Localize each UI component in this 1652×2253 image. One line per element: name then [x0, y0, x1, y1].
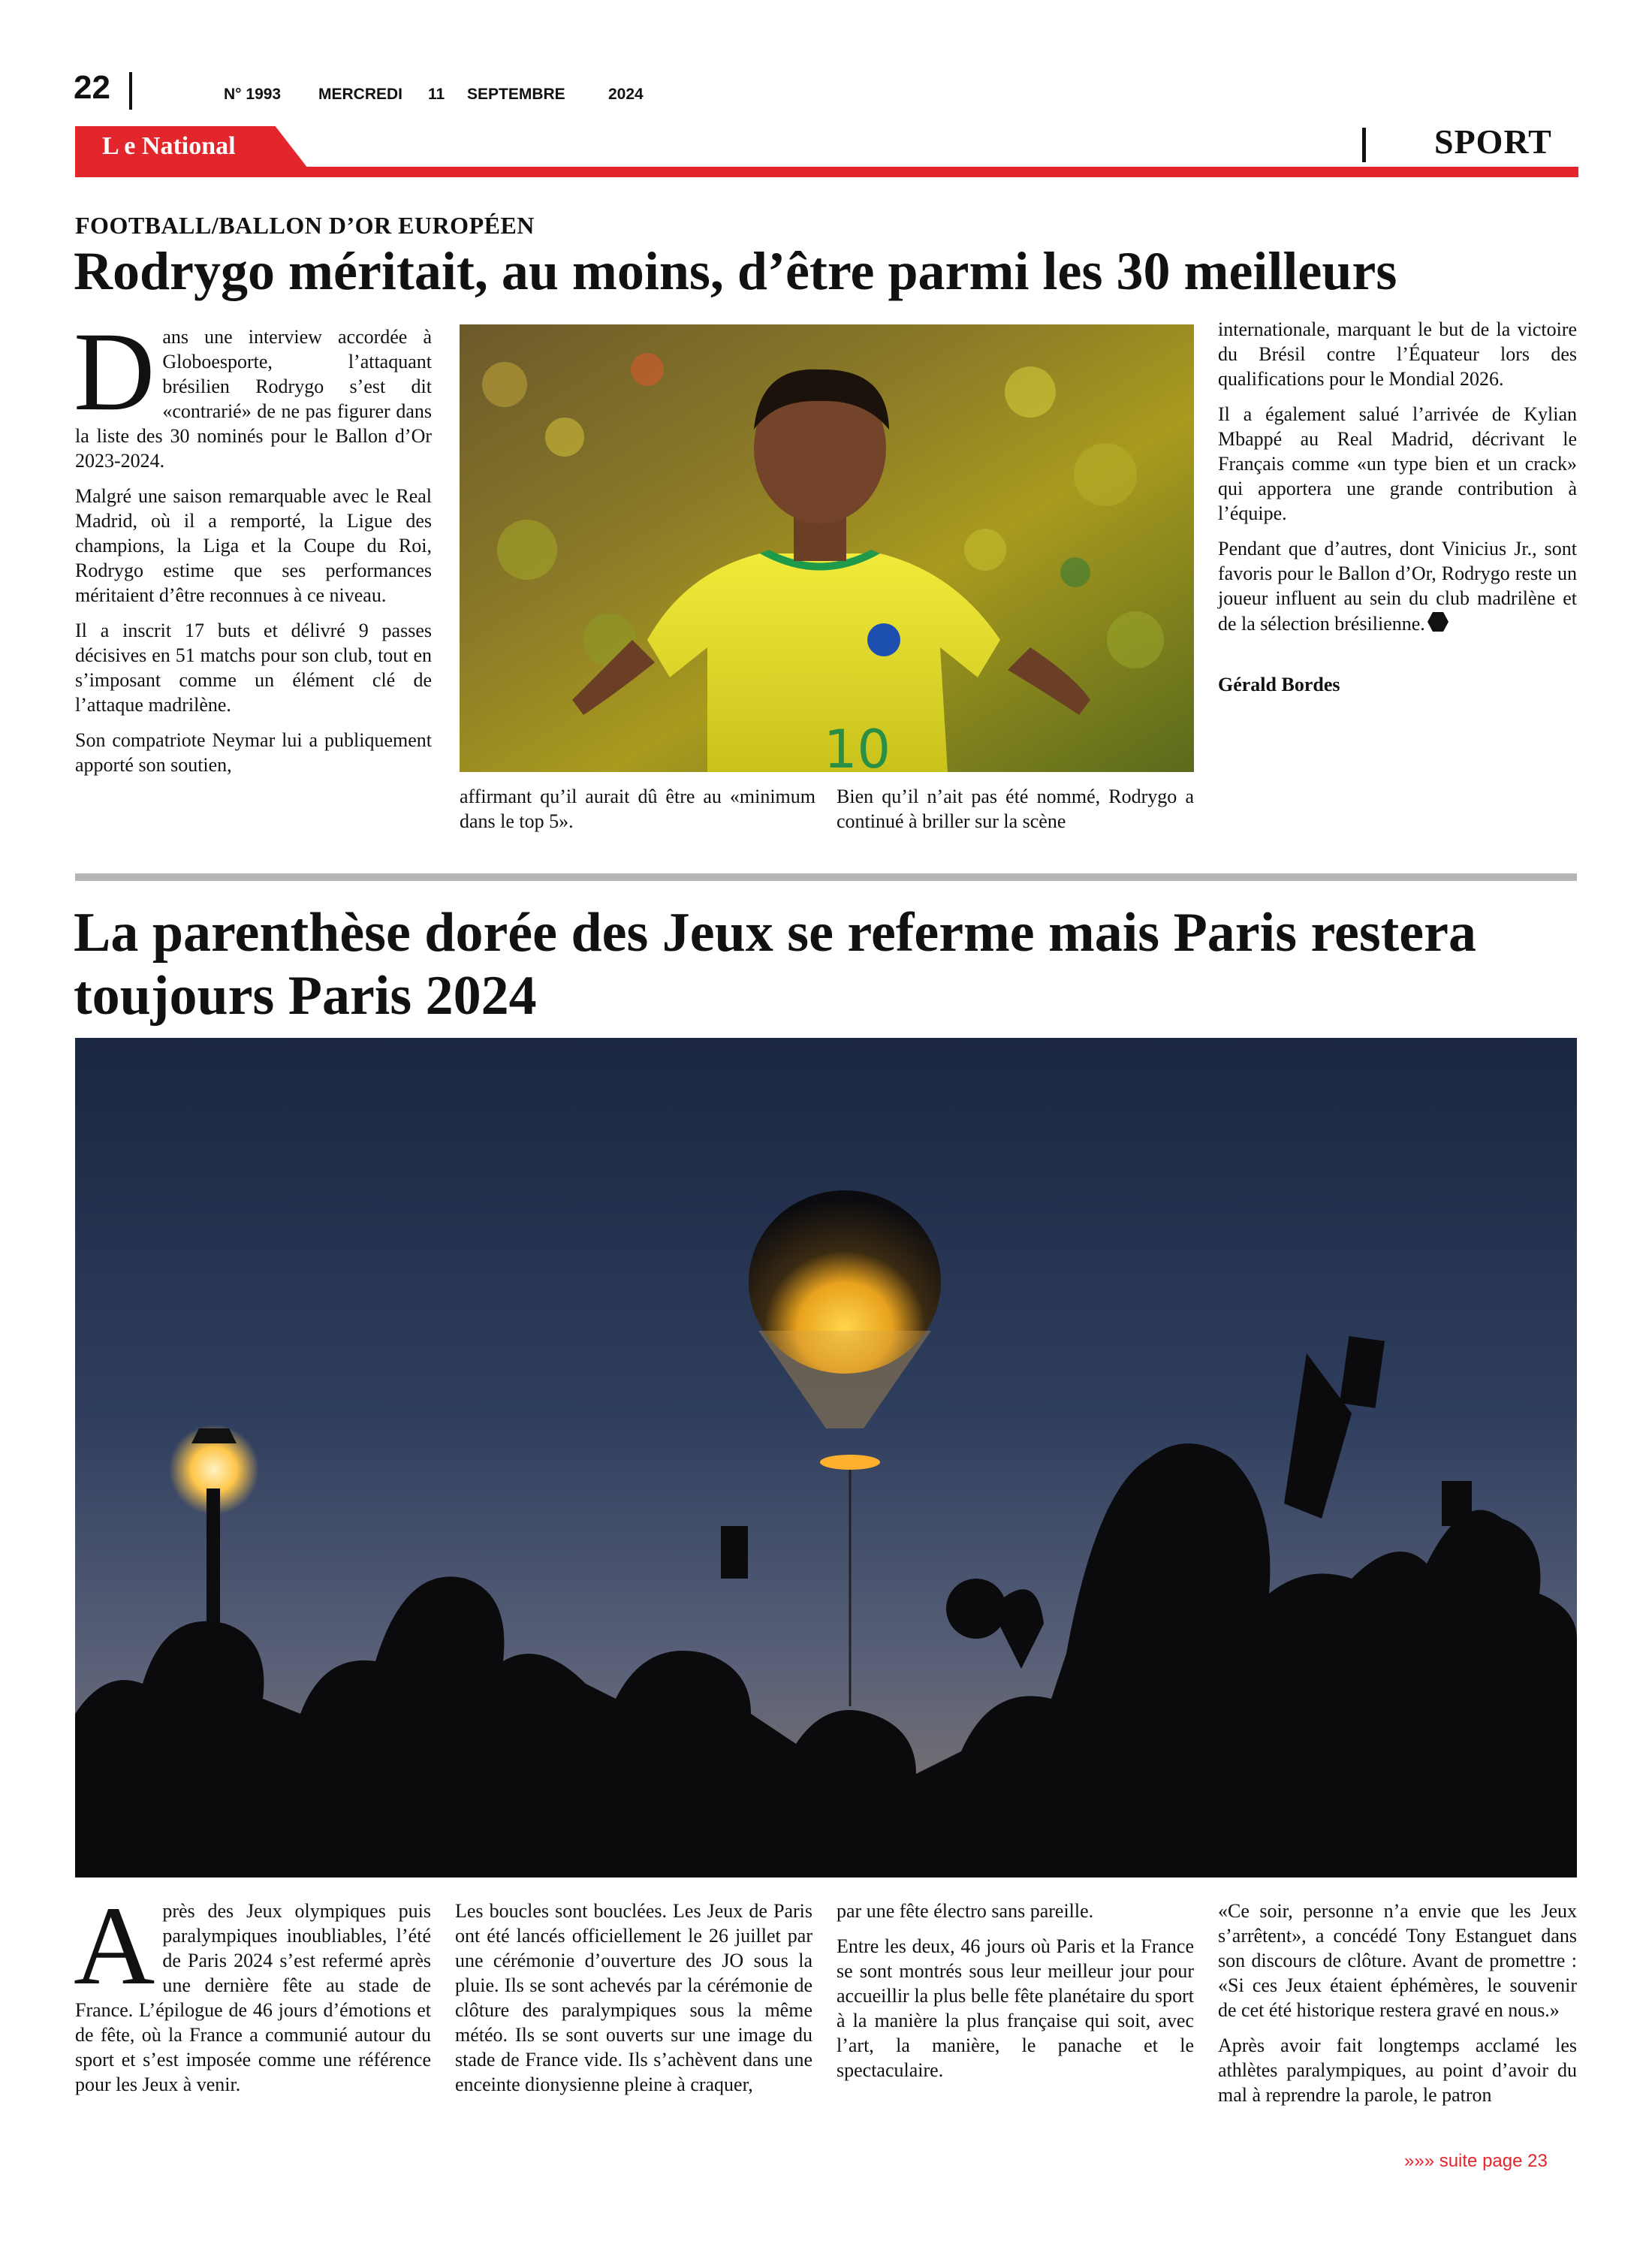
article1-paragraph: Il a inscrit 17 buts et délivré 9 passes décisives en 51 matchs pour son club, tout en s’imposant comme un élément clé de l’attaque madrilène. — [75, 620, 432, 716]
article2-column-1 — [74, 1884, 431, 2107]
continued-on-page-link: »»» suite page 23 — [1404, 2151, 1548, 2171]
article1-column-1 — [74, 309, 432, 788]
article1-author: Gérald Bordes — [1218, 674, 1340, 695]
article1-column-4 — [1218, 317, 1577, 707]
issue-number: N° 1993 — [224, 86, 282, 103]
page-number: 22 — [74, 69, 110, 106]
article-separator — [75, 873, 1577, 881]
article1-headline: Rodrygo méritait, au moins, d’être parmi les 30 meilleurs — [74, 241, 1397, 301]
article1-column-2 — [460, 784, 815, 844]
section-divider — [1362, 128, 1366, 162]
article1-paragraph: internationale, marquant le but de la victoire du Brésil contre l’Équateur lors des qualifications pour le Mondial 2026. — [1218, 318, 1577, 390]
newspaper-brand: L e National — [102, 132, 236, 160]
article2-paragraph: Entre les deux, 46 jours où Paris et la France se sont montrés sous leur meilleur jour pour accueillir la plus belle fête planétaire du sport à la manière la plus française qui soit, avec l’art, la manière, le panache et le spectaculaire. — [837, 1935, 1194, 2081]
page-number-divider — [129, 72, 132, 110]
jersey-number: 10 — [824, 719, 891, 772]
article1-paragraph: affirmant qu’il aurait dû être au «minimum dans le top 5». — [460, 786, 815, 832]
article2-paragraph: Après avoir fait longtemps acclamé les athlètes paralympiques, au point d’avoir du mal à reprendre la parole, le patron — [1218, 2034, 1577, 2106]
article1-column-3 — [837, 784, 1194, 844]
article2-column-4 — [1218, 1899, 1577, 2118]
article1-paragraph: Il a également salué l’arrivée de Kylian Mbappé au Real Madrid, décrivant le Français comme «un type bien et un crack» qui apportera une grande contribution à l’équipe. — [1218, 403, 1577, 524]
article1-paragraph: Son compatriote Neymar lui a publiquement apporté son soutien, — [75, 729, 432, 776]
article2-paragraph: par une fête électro sans pareille. — [837, 1900, 1094, 1922]
date-weekday: MERCREDI — [318, 86, 403, 103]
article2-drop-cap: A — [74, 1884, 155, 2008]
article2-paragraph: près des Jeux olympiques puis paralympiques inoubliables, l’été de Paris 2024 s’est refermé après une dernière fête au stade de France. L’épilogue de 46 jours d’émotions et de fête, où la France a communié autour du sport et s’est imposée comme une référence pour les Jeux à venir. — [75, 1900, 431, 2095]
header-red-rule — [75, 167, 1578, 177]
date-day: 11 — [428, 86, 445, 103]
rodrygo-photo — [460, 324, 1194, 772]
olympic-cauldron-photo — [75, 1038, 1577, 1878]
article1-paragraph: Bien qu’il n’ait pas été nommé, Rodrygo a continué à briller sur la scène — [837, 786, 1194, 832]
article1-drop-cap: D — [74, 309, 155, 434]
date-year: 2024 — [608, 86, 644, 103]
article2-paragraph: «Ce soir, personne n’a envie que les Jeux s’arrêtent», a concédé Tony Estanguet dans son discours de clôture. Avant de promettre : «Si ces Jeux étaient éphémères, le souvenir de cet été historique restera gravé en nous.» — [1218, 1900, 1577, 2021]
article2-paragraph: Les boucles sont bouclées. Les Jeux de Paris ont été lancés officiellement le 26 juillet par une cérémonie d’ouverture des JO sous la pluie. Ils se sont achevés par la cérémonie de clôture des paralympiques sous la même météo. Ils se sont ouverts sur une image du stade de France vide. Ils s’achèvent dans une enceinte dionysienne pleine à craquer, — [455, 1900, 812, 2095]
article1-paragraph: ans une interview accordée à Globoesporte, l’attaquant brésilien Rodrygo s’est dit «contrarié» de ne pas figurer dans la liste des 30 nominés pour le Ballon d’Or 2023-2024. — [75, 326, 432, 472]
article1-paragraph: Malgré une saison remarquable avec le Real Madrid, où il a remporté, la Ligue des champions, la Liga et la Coupe du Roi, Rodrygo estime que ses performances méritaient d’être reconnues à ce niveau. — [75, 485, 432, 606]
article1-paragraph: Pendant que d’autres, dont Vinicius Jr., sont favoris pour le Ballon d’Or, Rodrygo reste un joueur influent au sein du club madrilène et de la sélection brésilienne. — [1218, 538, 1577, 635]
article2-column-2 — [455, 1899, 812, 2107]
article2-headline: La parenthèse dorée des Jeux se referme mais Paris restera toujours Paris 2024 — [74, 902, 1476, 1027]
article2-column-3 — [837, 1899, 1194, 2093]
article1-kicker: FOOTBALL/BALLON D’OR EUROPÉEN — [75, 212, 535, 239]
section-title: SPORT — [1434, 122, 1552, 161]
date-month: SEPTEMBRE — [467, 86, 565, 103]
end-mark-icon — [1427, 611, 1449, 633]
